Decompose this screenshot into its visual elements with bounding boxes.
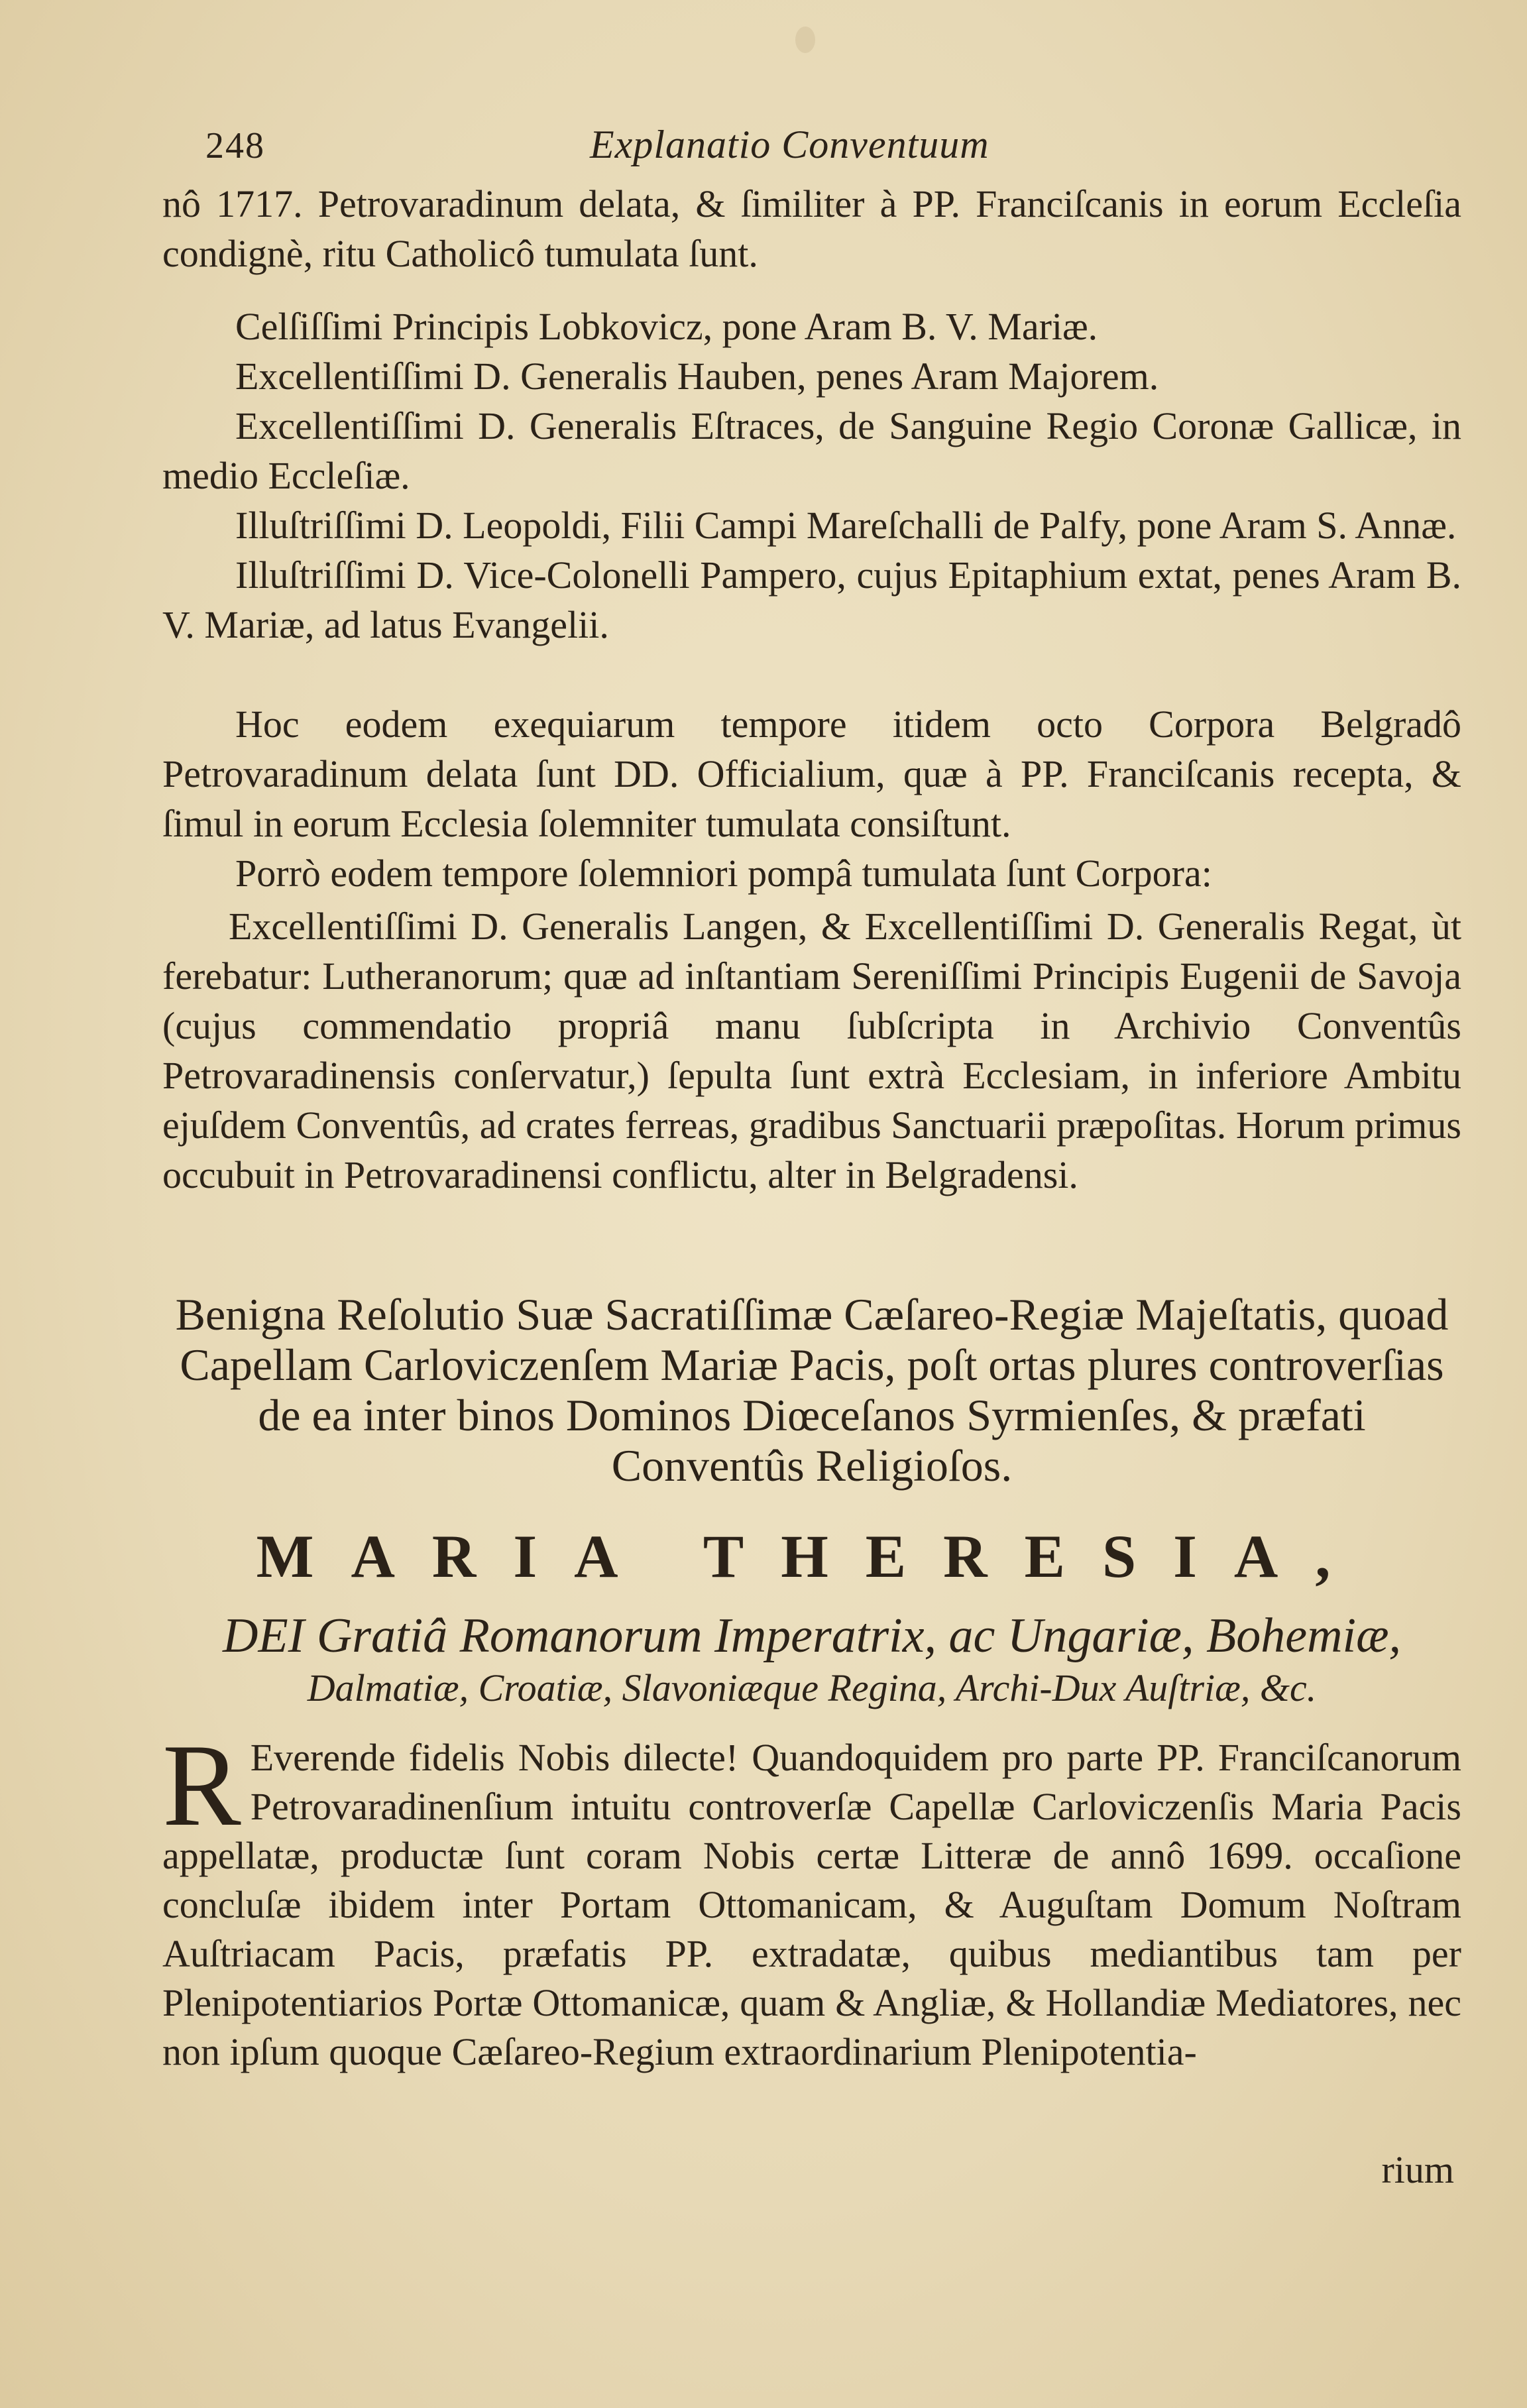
letter-text: Everende fidelis Nobis dilecte! Quandoquidem pro parte PP. Franciſcanorum Petrovaradinenſium intuitu controverſæ Capellæ Carloviczenſis Maria Pacis appellatæ, productæ ſunt coram Nobis certæ Litteræ de annô 1699. occaſione concluſæ ibidem inter Portam Ottomanicam, & Auguſtam Domum Noſtram Auſtriacam Pacis, præfatis PP. extradatæ, quibus mediantibus tam per Plenipotentiarios Portæ Ottomanicæ, quam & Angliæ, & Hollandiæ Mediatores, nec non ipſum quoque Cæſareo-Regium extraordinarium Plenipotentia- <box>162 1736 1461 2073</box>
title-line: Dalmatiæ, Croatiæ, Slavoniæque Regina, Archi-Dux Auſtriæ, &c. <box>307 1666 1317 1709</box>
monarch-name: MARIA THERESIA, <box>256 1522 1368 1590</box>
catchword: rium <box>1381 2148 1454 2191</box>
list-item: Illuſtriſſimi D. Vice-Colonelli Pampero, cujus Epitaphium extat, penes Aram B. V. Mariæ, ad latus Evangelii. <box>162 553 1461 646</box>
letter-body <box>162 1719 1461 2077</box>
page-number: 248 <box>205 125 265 166</box>
monarch-titles <box>162 1607 1461 1712</box>
paragraph-generals <box>162 901 1461 1200</box>
page-stain <box>795 27 815 53</box>
paragraph-intro <box>162 179 1461 278</box>
paragraph-group <box>162 699 1461 898</box>
title-line: DEI Gratiâ Romanorum Imperatrix, ac Ungariæ, Bohemiæ, <box>223 1609 1401 1663</box>
burial-list <box>162 302 1461 650</box>
section-heading: Benigna Reſolutio Suæ Sacratiſſimæ Cæſareo-Regiæ Majeſtatis, quoad Capellam Carloviczenſem Mariæ Pacis, poſt ortas plures controverſias de ea inter binos Dominos Diœceſanos Syrmienſes, & præfati Conventûs Religioſos. <box>175 1289 1449 1491</box>
drop-cap: R <box>162 1719 241 1851</box>
paragraph-text: Excellentiſſimi D. Generalis Langen, & Excellentiſſimi D. Generalis Regat, ùt ferebatur: Lutheranorum; quæ ad inſtantiam Sereniſſimi Principis Eugenii de Savoja (cujus commendatio propriâ manu ſubſcripta in Archivio Conventûs Petrovaradinensis conſervatur,) ſepulta ſunt extrà Ecclesiam, in inferiore Ambitu ejuſdem Conventûs, ad crates ferreas, gradibus Sanctuarii præpoſitas. Horum primus occubuit in Petrovaradinensi conflictu, alter in Belgradensi. <box>162 905 1461 1196</box>
running-title: Explanatio Conventuum <box>590 123 990 166</box>
paragraph-text: Hoc eodem exequiarum tempore itidem octo Corpora Belgradô Petrovaradinum delata ſunt DD. Officialium, quæ à PP. Franciſcanis recepta, & ſimul in eorum Ecclesia ſolemniter tumulata consiſtunt. <box>162 703 1461 845</box>
page-header <box>199 118 1458 178</box>
list-item: Illuſtriſſimi D. Leopoldi, Filii Campi Mareſchalli de Palfy, pone Aram S. Annæ. <box>235 504 1457 547</box>
list-item: Excellentiſſimi D. Generalis Eſtraces, de Sanguine Regio Coronæ Gallicæ, in medio Eccleſiæ. <box>162 404 1461 497</box>
list-item: Excellentiſſimi D. Generalis Hauben, penes Aram Majorem. <box>235 355 1159 398</box>
paragraph-text: Porrò eodem tempore ſolemniori pompâ tumulata ſunt Corpora: <box>235 852 1212 895</box>
paragraph-text: nô 1717. Petrovaradinum delata, & ſimiliter à PP. Franciſcanis in eorum Eccleſia condignè, ritu Catholicô tumulata ſunt. <box>162 182 1461 275</box>
list-item: Celſiſſimi Principis Lobkovicz, pone Aram B. V. Mariæ. <box>235 305 1098 348</box>
